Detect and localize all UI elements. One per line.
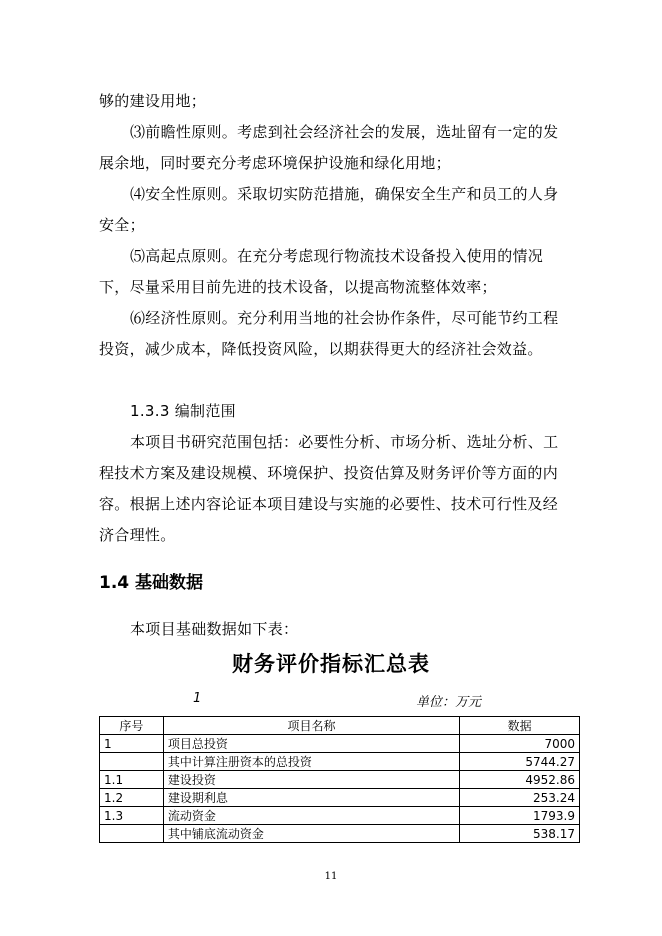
table-row [100, 753, 580, 771]
cell-name: 建设期利息 [163, 789, 459, 807]
cell-seq: 1.3 [100, 807, 164, 825]
table-row [100, 825, 580, 843]
table-row [100, 807, 580, 825]
cell-value: 1793.9 [460, 807, 580, 825]
cell-value: 538.17 [460, 825, 580, 843]
cell-name: 项目总投资 [163, 735, 459, 753]
section-1-4-intro: 本项目基础数据如下表： [130, 620, 299, 638]
header-seq: 序号 [100, 717, 164, 735]
cell-value: 7000 [460, 735, 580, 753]
cell-value: 4952.86 [460, 771, 580, 789]
table-row [100, 735, 580, 753]
financial-indicator-table [99, 716, 580, 843]
cell-seq: 1.2 [100, 789, 164, 807]
paragraph-foresight-principle: ⑶前瞻性原则。考虑到社会经济社会的发展，选址留有一定的发展余地，同时要充分考虑环境保护设施和绿化用地； [99, 123, 559, 172]
header-name: 项目名称 [163, 717, 459, 735]
table-row [100, 789, 580, 807]
paragraph-land-use-tail: 够的建设用地； [99, 92, 207, 110]
cell-value: 253.24 [460, 789, 580, 807]
page-number: 11 [324, 871, 338, 882]
paragraph-safety-principle: ⑷安全性原则。采取切实防范措施，确保安全生产和员工的人身安全； [99, 185, 559, 234]
table-unit: 单位：万元 [416, 695, 482, 710]
header-value: 数据 [460, 717, 580, 735]
cell-name: 建设投资 [163, 771, 459, 789]
table-row [100, 771, 580, 789]
section-1-3-3-body: 本项目书研究范围包括：必要性分析、市场分析、选址分析、工程技术方案及建设规模、环境保护、投资估算及财务评价等方面的内容。根据上述内容论证本项目建设与实施的必要性、技术可行性及经济合理性。 [99, 433, 559, 544]
cell-seq: 1 [100, 735, 164, 753]
cell-value: 5744.27 [460, 753, 580, 771]
paragraph-high-start-principle: ⑸高起点原则。在充分考虑现行物流技术设备投入使用的情况下，尽量采用目前先进的技术设备，以提高物流整体效率； [99, 247, 544, 296]
cell-name: 其中计算注册资本的总投资 [163, 753, 459, 771]
cell-seq [100, 753, 164, 771]
table-title: 财务评价指标汇总表 [232, 652, 430, 676]
cell-seq: 1.1 [100, 771, 164, 789]
section-heading-1-3-3: 1.3.3 编制范围 [130, 402, 236, 420]
table-number: 1 [193, 691, 202, 706]
table-header-row [100, 717, 580, 735]
cell-name: 其中铺底流动资金 [163, 825, 459, 843]
section-heading-1-4: 1.4 基础数据 [99, 573, 204, 593]
cell-seq [100, 825, 164, 843]
paragraph-economy-principle: ⑹经济性原则。充分利用当地的社会协作条件，尽可能节约工程投资，减少成本，降低投资风险，以期获得更大的经济社会效益。 [99, 309, 559, 358]
cell-name: 流动资金 [163, 807, 459, 825]
